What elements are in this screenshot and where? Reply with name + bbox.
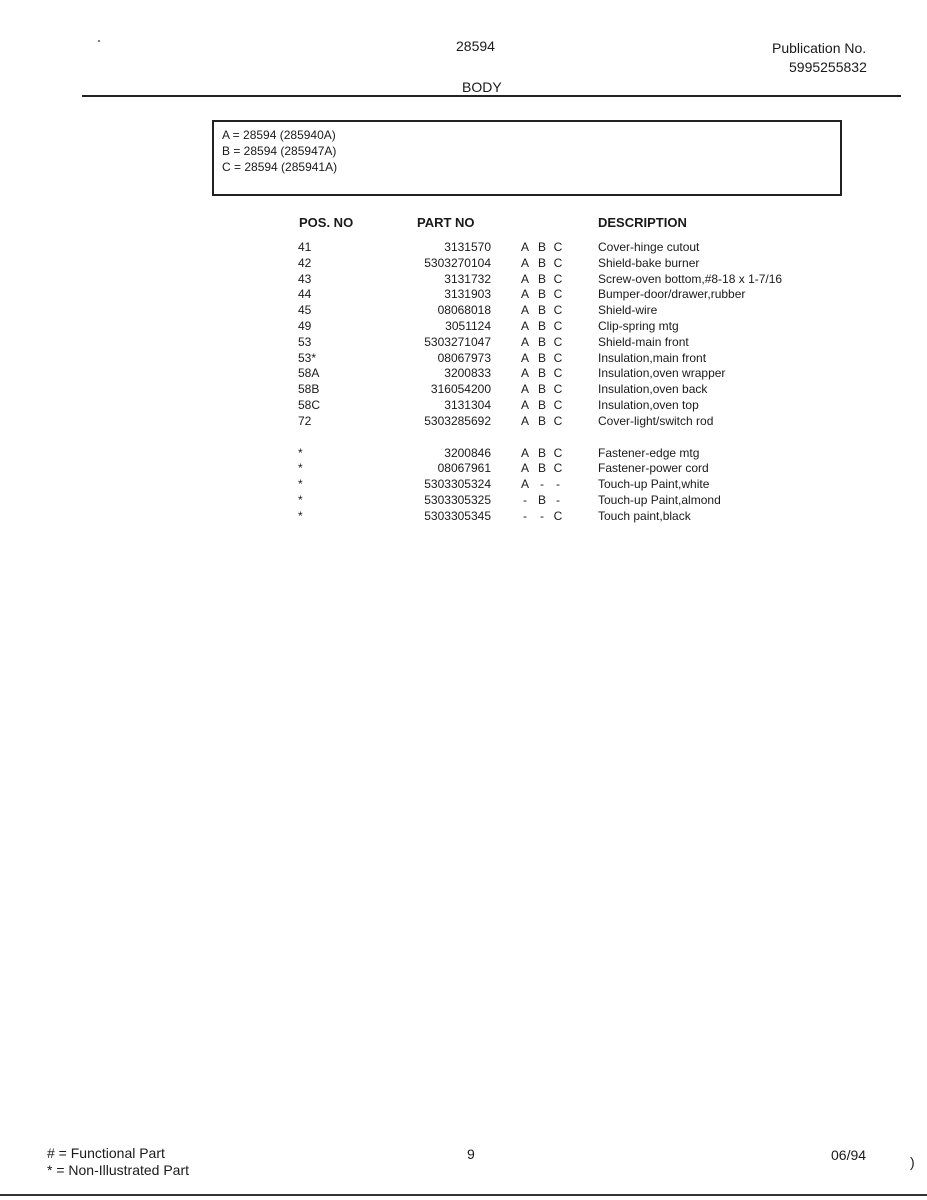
model-b-flag: B xyxy=(537,461,546,476)
model-a-flag: - xyxy=(523,493,527,507)
table-row xyxy=(0,398,927,414)
model-b-flag: - xyxy=(540,477,544,492)
model-a-flag: A xyxy=(520,319,529,333)
model-a-flag: A xyxy=(520,271,529,286)
table-row xyxy=(0,509,927,525)
model-b-flag: B xyxy=(537,350,546,365)
model-a-flag: A xyxy=(520,303,529,318)
part-description: Fastener-edge mtg xyxy=(598,445,700,460)
part-number: 5303270104 xyxy=(424,255,491,270)
part-number: 5303271047 xyxy=(424,334,491,349)
table-row xyxy=(0,240,927,256)
model-b-flag: B xyxy=(537,303,546,318)
part-description: Shield-main front xyxy=(598,334,689,349)
part-description: Shield-wire xyxy=(598,303,658,318)
model-a-flag: A xyxy=(520,445,529,460)
model-b-flag: B xyxy=(537,413,546,428)
model-a-flag: A xyxy=(520,461,529,476)
part-description: Insulation,main front xyxy=(598,350,707,365)
part-description: Clip-spring mtg xyxy=(598,319,679,333)
model-a-flag: - xyxy=(523,508,527,523)
footer-rule xyxy=(0,1194,927,1196)
pos-number: * xyxy=(298,477,303,492)
model-c-flag: C xyxy=(553,445,563,460)
pos-number: * xyxy=(298,445,303,460)
pos-number: 41 xyxy=(298,240,312,254)
table-row xyxy=(0,382,927,398)
model-c-flag: C xyxy=(553,287,563,302)
model-b-flag: B xyxy=(537,319,546,333)
part-description: Cover-light/switch rod xyxy=(598,413,714,428)
pos-number: 72 xyxy=(298,413,312,428)
revision-date: 06/94 xyxy=(831,1147,867,1163)
part-description: Insulation,oven wrapper xyxy=(598,366,726,381)
model-a-flag: A xyxy=(520,413,529,428)
column-header-part: PART NO xyxy=(417,215,475,230)
part-description: Bumper-door/drawer,rubber xyxy=(598,287,746,302)
model-b-flag: B xyxy=(537,334,546,349)
part-number: 3131570 xyxy=(444,240,491,254)
part-number: 08068018 xyxy=(437,303,491,318)
part-number: 5303305345 xyxy=(424,508,491,523)
non-illustrated-part-legend: * = Non-Illustrated Part xyxy=(47,1162,190,1178)
pos-number: 42 xyxy=(298,255,312,270)
model-a-flag: A xyxy=(520,382,529,397)
part-number: 5303305324 xyxy=(424,477,491,492)
model-a-flag: A xyxy=(520,477,529,492)
page-number: 9 xyxy=(467,1146,475,1162)
part-number: 08067973 xyxy=(437,350,491,365)
model-c-flag: C xyxy=(553,334,563,349)
model-number: 28594 xyxy=(456,38,495,54)
model-c-flag: C xyxy=(553,508,563,523)
table-row xyxy=(0,319,927,335)
model-c-flag: C xyxy=(553,413,563,428)
model-b-flag: B xyxy=(537,398,546,412)
pos-number: * xyxy=(298,508,303,523)
table-row xyxy=(0,493,927,509)
table-row xyxy=(0,272,927,288)
pos-number: * xyxy=(298,461,303,476)
part-number: 316054200 xyxy=(430,382,491,397)
table-row xyxy=(0,303,927,319)
model-legend-box xyxy=(212,120,842,196)
legend-line-b: B = 28594 (285947A) xyxy=(222,144,337,158)
model-b-flag: B xyxy=(537,271,546,286)
part-number: 3200846 xyxy=(444,445,491,460)
model-c-flag: C xyxy=(553,255,563,270)
part-description: Shield-bake burner xyxy=(598,255,700,270)
table-row xyxy=(0,366,927,382)
scan-speck xyxy=(98,40,100,42)
model-a-flag: A xyxy=(520,287,529,302)
corner-mark: ) xyxy=(910,1154,915,1170)
model-a-flag: A xyxy=(520,255,529,270)
pos-number: 58B xyxy=(298,382,320,397)
section-title: BODY xyxy=(462,79,502,95)
model-b-flag: B xyxy=(537,382,546,397)
model-c-flag: C xyxy=(553,350,563,365)
part-number: 5303285692 xyxy=(424,413,491,428)
table-row xyxy=(0,256,927,272)
part-number: 3200833 xyxy=(444,366,491,381)
part-number: 3051124 xyxy=(445,319,491,333)
model-c-flag: C xyxy=(553,382,563,397)
pos-number: 43 xyxy=(298,271,312,286)
model-b-flag: B xyxy=(537,445,546,460)
model-b-flag: B xyxy=(537,366,546,381)
part-number: 08067961 xyxy=(437,461,491,476)
model-c-flag: C xyxy=(553,303,563,318)
part-number: 3131732 xyxy=(444,271,491,286)
pos-number: 49 xyxy=(298,319,312,333)
model-c-flag: - xyxy=(556,477,560,492)
model-c-flag: - xyxy=(556,493,560,507)
part-description: Screw-oven bottom,#8-18 x 1-7/16 xyxy=(598,271,783,286)
part-description: Touch paint,black xyxy=(598,508,691,523)
table-row xyxy=(0,335,927,351)
model-a-flag: A xyxy=(520,350,529,365)
table-row xyxy=(0,414,927,430)
model-a-flag: A xyxy=(520,398,529,412)
model-a-flag: A xyxy=(520,366,529,381)
part-number: 3131304 xyxy=(444,398,491,412)
table-row xyxy=(0,351,927,367)
model-b-flag: B xyxy=(537,240,546,254)
pos-number: * xyxy=(298,493,303,507)
model-c-flag: C xyxy=(553,240,563,254)
part-description: Insulation,oven top xyxy=(598,398,699,412)
model-b-flag: B xyxy=(537,287,546,302)
model-c-flag: C xyxy=(553,319,563,333)
part-description: Insulation,oven back xyxy=(598,382,708,397)
model-a-flag: A xyxy=(520,240,529,254)
part-description: Cover-hinge cutout xyxy=(598,240,700,254)
model-c-flag: C xyxy=(553,398,563,412)
publication-label: Publication No. xyxy=(772,40,867,56)
model-b-flag: B xyxy=(537,255,546,270)
pos-number: 58A xyxy=(298,366,320,381)
model-a-flag: A xyxy=(520,334,529,349)
model-c-flag: C xyxy=(553,366,563,381)
part-description: Touch-up Paint,almond xyxy=(598,493,721,507)
model-c-flag: C xyxy=(553,461,563,476)
model-b-flag: - xyxy=(540,508,544,523)
part-description: Fastener-power cord xyxy=(598,461,709,476)
table-row xyxy=(0,446,927,462)
column-header-description: DESCRIPTION xyxy=(598,215,687,230)
table-row xyxy=(0,477,927,493)
table-row xyxy=(0,461,927,477)
part-description: Touch-up Paint,white xyxy=(598,477,710,492)
pos-number: 45 xyxy=(298,303,312,318)
part-number: 3131903 xyxy=(444,287,491,302)
functional-part-legend: # = Functional Part xyxy=(47,1145,165,1161)
pos-number: 58C xyxy=(298,398,321,412)
legend-line-a: A = 28594 (285940A) xyxy=(222,128,336,142)
pos-number: 53* xyxy=(298,350,317,365)
model-b-flag: B xyxy=(537,493,546,507)
part-number: 5303305325 xyxy=(424,493,491,507)
model-c-flag: C xyxy=(553,271,563,286)
legend-line-c: C = 28594 (285941A) xyxy=(222,160,338,174)
pos-number: 53 xyxy=(298,334,312,349)
pos-number: 44 xyxy=(298,287,312,302)
column-header-pos: POS. NO xyxy=(299,215,354,230)
table-row xyxy=(0,287,927,303)
header-rule xyxy=(82,95,901,97)
publication-number: 5995255832 xyxy=(789,59,867,75)
